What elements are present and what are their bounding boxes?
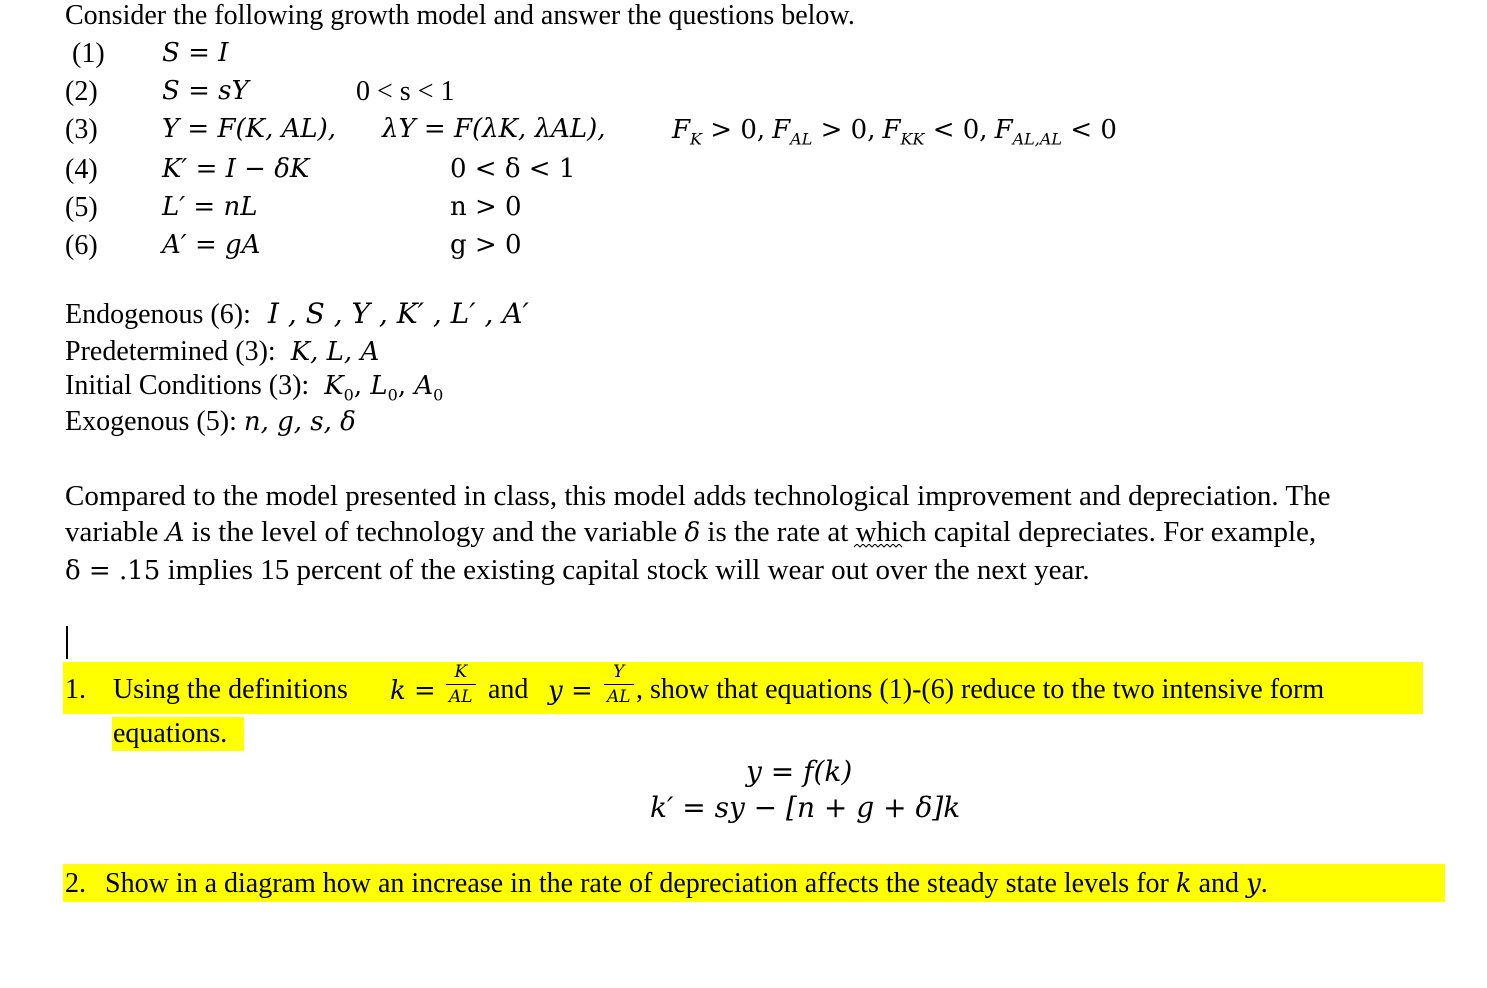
fal-sub: AL	[790, 129, 813, 149]
paragraph-line-2	[65, 518, 1316, 547]
falal-symbol: F	[994, 115, 1013, 145]
paragraph-line-2-a: variable	[65, 516, 166, 548]
question-1-text-c: equations.	[113, 718, 228, 749]
question-2-number: 2.	[65, 868, 86, 899]
fkk-rel: < 0,	[924, 115, 988, 145]
eq-expr-6: A′ = gA	[162, 230, 261, 260]
eq-number-2: (2)	[65, 76, 98, 107]
intro-text: Consider the following growth model and answer the questions below.	[65, 0, 855, 31]
intensive-eq-2: k′ = sy − [n + g + δ]k	[650, 791, 961, 824]
eq-number-6: (6)	[65, 230, 98, 261]
question-2-line	[65, 870, 1268, 898]
paragraph-line-3	[65, 556, 1090, 585]
eq-expr-4: K′ = I − δK	[162, 154, 310, 184]
paragraph-delta-example: δ = .15	[65, 556, 161, 586]
question-1-number: 1.	[65, 674, 86, 705]
predetermined-label: Predetermined (3):	[65, 336, 276, 367]
fk-symbol: F	[672, 115, 691, 145]
paragraph-line-3-b: implies 15 percent of the existing capital stock will wear out over the next year.	[160, 554, 1090, 586]
question-2-k: k	[1175, 869, 1192, 899]
eq-expr-2: S = sY	[162, 76, 249, 106]
eq-number-1: (1)	[72, 38, 105, 69]
initial-sub-l: 0	[387, 385, 398, 405]
initial-var-k: K	[324, 371, 344, 401]
eq-expr-5: L′ = nL	[162, 192, 258, 222]
eq-cond-4: 0 < δ < 1	[450, 154, 576, 184]
initial-sub-k: 0	[343, 385, 354, 405]
initial-label: Initial Conditions (3):	[65, 370, 310, 401]
y-fraction-bar	[604, 684, 634, 685]
eq-number-5: (5)	[65, 192, 98, 223]
k-fraction-den: AL	[449, 687, 473, 707]
endogenous-line	[65, 297, 529, 330]
question-1-y-fraction	[604, 662, 634, 707]
fal-rel: > 0,	[812, 115, 876, 145]
eq-cond-2: 0 < s < 1	[356, 76, 455, 107]
predetermined-line	[65, 338, 379, 366]
fk-rel: > 0,	[702, 115, 766, 145]
fkk-symbol: F	[882, 115, 901, 145]
predetermined-vars: K, L, A	[290, 337, 380, 367]
eq-expr-1: S = I	[162, 38, 229, 68]
question-1-and: and	[488, 674, 529, 705]
fkk-sub: KK	[900, 129, 925, 149]
question-1-text-a: Using the definitions	[113, 674, 348, 705]
y-fraction-num: Y	[613, 662, 625, 682]
question-2-text-a: Show in a diagram how an increase in the rate of depreciation affects the steady state levels for	[105, 868, 1176, 899]
text-cursor	[66, 626, 68, 659]
exogenous-label: Exogenous (5):	[65, 406, 237, 437]
endogenous-vars: I , S , Y , K′ , L′ , A′	[267, 297, 529, 330]
eq-number-3: (3)	[65, 114, 98, 145]
fk-sub: K	[690, 129, 702, 149]
eq-cond-6: g > 0	[450, 230, 522, 260]
question-2-y: y	[1246, 869, 1261, 899]
spellcheck-squiggle	[854, 544, 904, 550]
question-2-end: .	[1260, 868, 1268, 899]
paragraph-var-delta: δ	[684, 518, 701, 548]
eq-cond-3	[672, 116, 1117, 148]
endogenous-label: Endogenous (6):	[65, 299, 251, 330]
k-fraction-bar	[446, 684, 476, 685]
paragraph-var-a: A	[165, 518, 185, 548]
question-1-k-lhs: k =	[390, 676, 436, 706]
question-2-and: and	[1191, 868, 1247, 899]
initial-var-l: L	[370, 371, 388, 401]
eq-expr-3b: λY = F(λK, λAL),	[382, 114, 606, 144]
eq-number-4: (4)	[65, 154, 98, 185]
paragraph-line-2-c: is the rate at which capital depreciates. For example,	[700, 516, 1317, 548]
initial-sub-a: 0	[433, 385, 444, 405]
falal-rel: < 0	[1062, 115, 1117, 145]
paragraph-line-2-b: is the level of technology and the variable	[184, 516, 685, 548]
k-fraction-num: K	[454, 662, 468, 682]
eq-expr-3: Y = F(K, AL),	[162, 114, 337, 144]
question-1-text-b: , show that equations (1)-(6) reduce to the two intensive form	[636, 674, 1325, 705]
fal-symbol: F	[772, 115, 791, 145]
exogenous-line	[65, 408, 356, 436]
y-fraction-den: AL	[607, 687, 631, 707]
falal-sub: AL,AL	[1012, 129, 1063, 149]
initial-line: Initial Conditions (3): $K_0$, $L_0$, $A_0$	[65, 370, 444, 405]
exogenous-vars: n, g, s, δ	[243, 407, 356, 437]
intensive-eq-1: y = f(k)	[746, 755, 853, 788]
eq-cond-5: n > 0	[450, 192, 522, 222]
initial-var-a: A	[414, 371, 434, 401]
paragraph-line-1: Compared to the model presented in class, this model adds technological improvement and depreciation. The	[65, 480, 1331, 512]
question-1-k-fraction	[446, 662, 476, 707]
question-1-y-lhs: y =	[548, 676, 593, 706]
